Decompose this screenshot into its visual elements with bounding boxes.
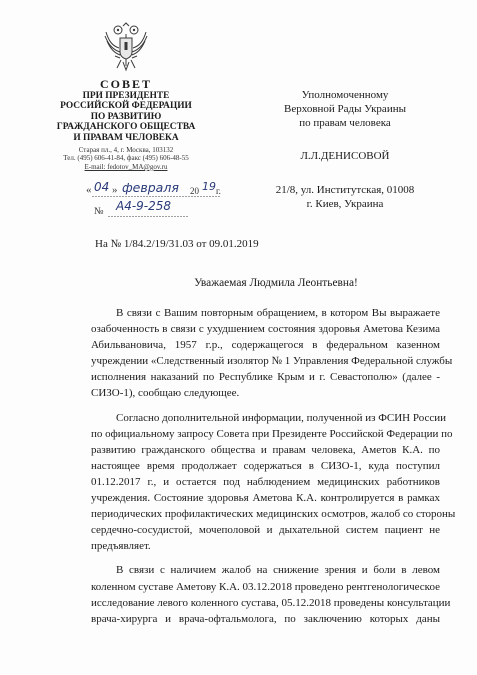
body-line: Абильвановича, 1957 г.р., содержащегося в федеральном казенном — [91, 339, 440, 352]
recipient-line: по правам человека — [299, 117, 391, 129]
body-line: В связи с наличием жалоб на снижение зрения и боли в левом — [116, 564, 440, 577]
body-line: развитию гражданского общества и правам человека, Аметов К.А. по — [91, 443, 440, 456]
date-close-quote: » — [112, 184, 118, 196]
org-line: ГРАЖДАНСКОГО ОБЩЕСТВА — [56, 122, 196, 133]
org-line: ПО РАЗВИТИЮ — [90, 111, 162, 122]
number-label: № — [94, 206, 104, 217]
body-line: исполнения наказаний по Республике Крым и г. Севастополю» (далее - — [91, 371, 440, 384]
date-number-field — [86, 182, 226, 220]
body-line: по официальному запросу Совета при Президенте Российской Федерации по — [91, 427, 453, 440]
body-line: учреждения. Состояние здоровья Аметова К.А. контролируется в рамках — [91, 492, 440, 505]
body-line: исследование левого коленного сустава, 05.12.2018 проведены консультации — [91, 596, 451, 609]
org-line: И ПРАВАМ ЧЕЛОВЕКА — [73, 132, 179, 143]
number-underline — [108, 215, 188, 218]
body-line: В связи с Вашим повторным обращением, в котором Вы выражаете — [116, 307, 440, 319]
handwritten-number: А4-9-258 — [116, 199, 172, 213]
body-line: сердечно-сосудистой, мочеполовой и дыхательной систем пациент не — [91, 524, 440, 537]
org-line: ПРИ ПРЕЗИДЕНТЕ — [82, 91, 170, 101]
org-contacts — [44, 146, 208, 171]
org-address-line: Старая пл., 4, г. Москва, 103132 — [78, 146, 174, 154]
recipient-address-line: г. Киев, Украина — [306, 198, 384, 210]
org-line: РОССИЙСКОЙ ФЕДЕРАЦИИ — [60, 101, 192, 112]
body-line: врача-хирурга и врача-офтальмолога, по заключению которых даны — [91, 612, 440, 625]
body-line: коленном суставе Аметову К.А. 03.12.2018 проведено рентгенологическое — [91, 580, 440, 593]
body-line: Согласно дополнительной информации, полученной из ФСИН России — [116, 411, 447, 424]
org-line: СОВЕТ — [99, 77, 152, 91]
greeting: Уважаемая Людмила Леонтьевна! — [194, 277, 358, 289]
date-underline — [92, 195, 220, 198]
handwritten-month: февраля — [122, 180, 179, 195]
body-line: 01.12.2017 г., и остается под наблюдением медицинских работников — [91, 475, 440, 488]
reference-line: На № 1/84.2/19/31.03 от 09.01.2019 — [95, 238, 259, 250]
letter-body — [91, 305, 456, 627]
body-line: озабоченность в связи с ухудшением состояния здоровья Аметова Кезима — [91, 323, 440, 336]
recipient-title — [252, 88, 438, 130]
handwritten-day: 04 — [94, 180, 110, 194]
org-email-link[interactable]: E-mail: fedotov_MA@gov.ru — [84, 162, 168, 171]
date-year-label: г. — [216, 186, 221, 196]
recipient-address — [252, 183, 438, 211]
body-line: предъявляет. — [91, 540, 151, 553]
date-year-prefix: 20 — [190, 186, 199, 196]
recipient-name: Л.Л.ДЕНИСОВОЙ — [300, 150, 390, 162]
handwritten-year: 19 — [202, 180, 216, 193]
body-line: учреждении «Следственный изолятор № 1 Управления Федеральной службы — [91, 355, 453, 368]
body-line: настоящее время продолжает содержаться в СИЗО-1, куда поступил — [91, 459, 440, 472]
body-line: СИЗО-1), сообщаю следующее. — [91, 387, 240, 400]
recipient-address-line: 21/8, ул. Институтская, 01008 — [275, 184, 415, 196]
recipient-line: Уполномоченному — [301, 89, 389, 101]
organization-name — [44, 77, 208, 143]
russian-coat-of-arms-icon — [103, 22, 149, 72]
paragraph-gap — [91, 554, 440, 562]
date-open-quote: « — [86, 184, 92, 196]
body-line: периодических профилактических медицинских осмотров, жалоб со стороны — [91, 508, 456, 521]
org-phone-line: Тел. (495) 606-41-84, факс (495) 606-48-55 — [63, 154, 189, 163]
recipient-line: Верховной Рады Украины — [284, 103, 406, 115]
paragraph-gap — [91, 402, 440, 410]
